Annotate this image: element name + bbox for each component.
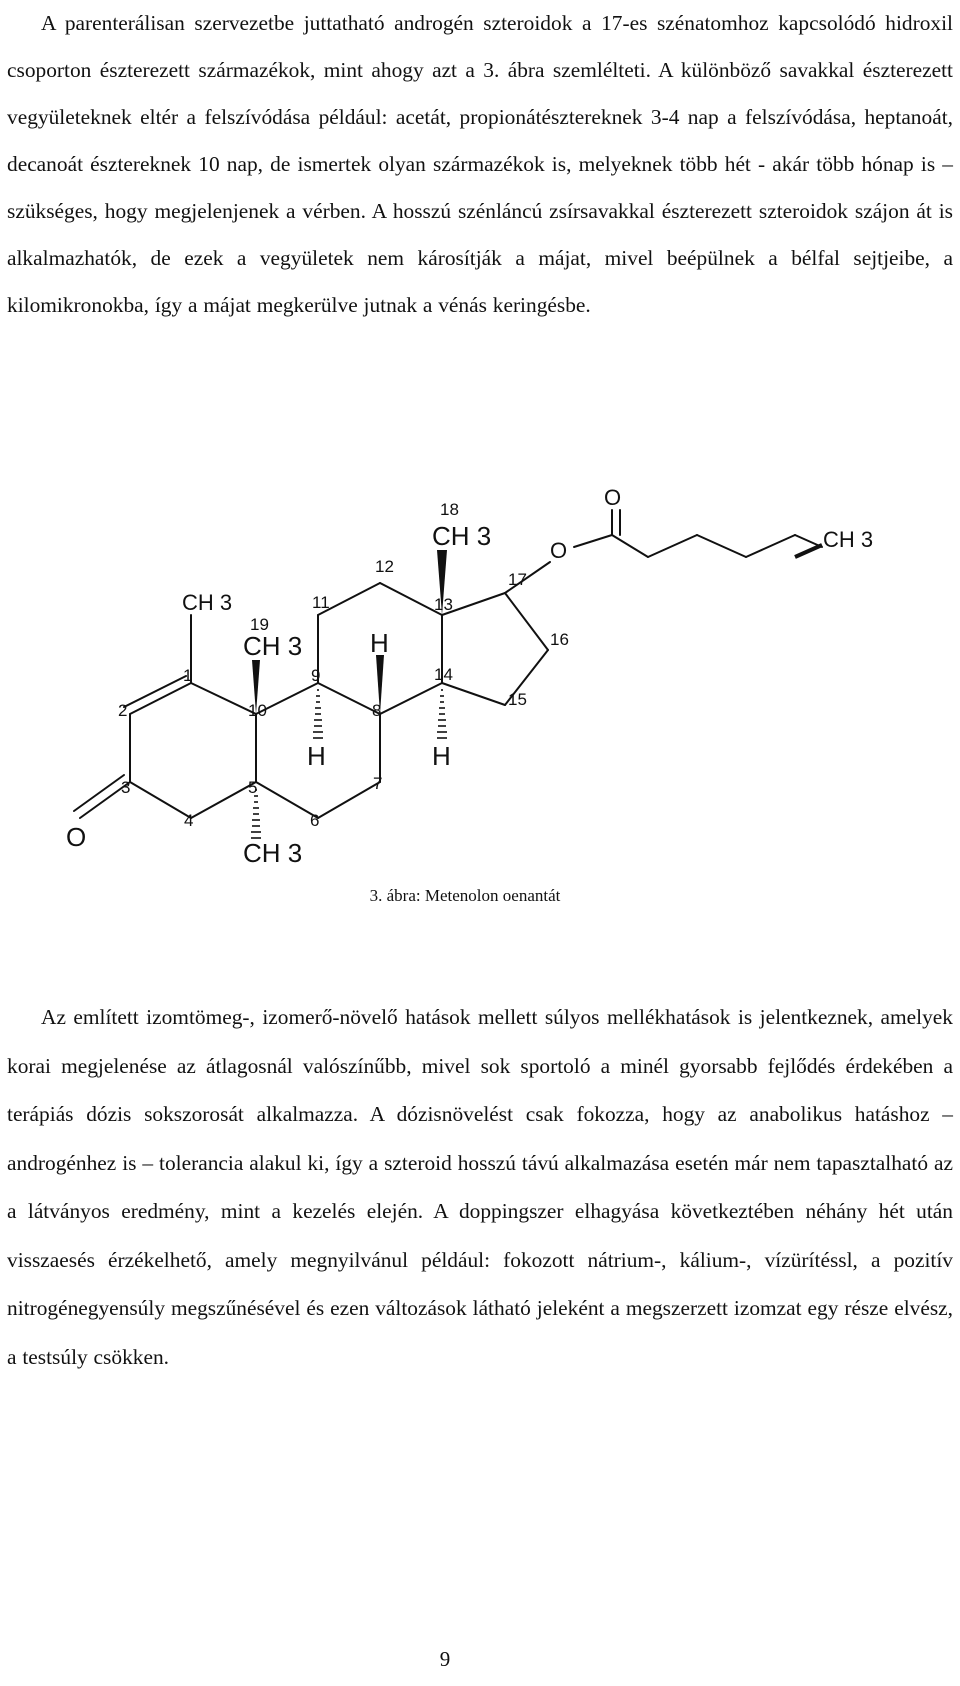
hashed-wedges <box>251 690 447 838</box>
locant-9: 9 <box>311 666 321 685</box>
hydrogen-c8-label: H <box>370 628 389 658</box>
locant-15: 15 <box>508 690 527 709</box>
oxygen-carbonyl-label: O <box>604 485 622 510</box>
locant-11: 11 <box>312 593 330 612</box>
locant-18: 18 <box>440 500 459 519</box>
locant-8: 8 <box>372 701 382 720</box>
hydrogen-c14-label: H <box>432 741 451 771</box>
hydrogen-c9-label: H <box>307 741 326 771</box>
paragraph-2-text: Az említett izomtömeg-, izomerő-növelő hatások mellett súlyos mellékhatások is jelentkeznek, amelyek korai megjelenése az átlagosnál valószínűbb, mivel sok sportoló a minél gyorsabb fejlődés érdekében a terápiás dózis sokszorosát alkalmazza. A dózisnövelést csak fokozza, hogy az anabolikus hatáshoz – androgénhez is – tolerancia alakul ki, így a szteroid hosszú távú alkalmazása esetén már nem tapasztalható az a látványos eredmény, mint a kezelés elején. A doppingszer elhagyása következtében néhány hét után visszaesés érzékelhető, amely megnyilvánul például: fokozott nátrium-, kálium-, vízürítéssl, a pozitív nitrogénegyensúly megszűnésével és ezen változások látható jeleként a megszerzett izomzat egy része elvész, a testsúly csökken. <box>7 1005 953 1369</box>
locant-4: 4 <box>184 811 194 830</box>
locant-7: 7 <box>373 774 383 793</box>
figure-caption: 3. ábra: Metenolon oenantát <box>369 886 561 905</box>
locant-5: 5 <box>248 778 258 797</box>
locant-1: 1 <box>183 666 193 685</box>
oxygen-ester-label: O <box>550 538 568 563</box>
methyl-c18-label: CH 3 <box>432 521 492 551</box>
methyl-c19-label: CH 3 <box>243 631 303 661</box>
locant-2: 2 <box>118 701 128 720</box>
locant-13: 13 <box>434 595 453 614</box>
paragraph-1-text: A parenterálisan szervezetbe juttatható androgén szteroidok a 17-es szénatomhoz kapcsolódó hidroxil csoporton észterezett származékok, mint ahogy azt a 3. ábra szemlélteti. A különböző savakkal észterezett vegyületeknek eltér a felszívódása például: acetát, propionátésztereknek 3-4 nap a felszívódása, heptanoát, decanoát észtereknek 10 nap, de ismertek olyan származékok is, melyeknek több hét - akár több hónap is – szükséges, hogy megjelenjenek a vérben. A hosszú szénláncú zsírsavakkal észterezett szteroidok szájon át is alkalmazhatók, de ezek a vegyületek nem károsítják a májat, mivel beépülnek a bélfal sejtjeibe, a kilomikronokba, így a májat megkerülve jutnak a vénás keringésbe. <box>7 11 953 317</box>
paragraph-1 <box>7 0 953 329</box>
locant-17: 17 <box>508 570 527 589</box>
locant-6: 6 <box>310 811 320 830</box>
paragraph-2 <box>7 993 953 1381</box>
methyl-chain-end-label: CH 3 <box>823 527 874 552</box>
locant-10: 10 <box>248 701 267 720</box>
page-number: 9 <box>439 1647 451 1671</box>
locant-3: 3 <box>121 778 131 797</box>
chemical-structure-figure <box>0 470 960 920</box>
methyl-c1-label: CH 3 <box>182 590 233 615</box>
locant-14: 14 <box>434 665 453 684</box>
oxygen-ketone-label: O <box>66 822 87 852</box>
methyl-c5-label: CH 3 <box>243 838 303 868</box>
locant-19: 19 <box>250 615 269 634</box>
locant-12: 12 <box>375 557 394 576</box>
locant-16: 16 <box>550 630 569 649</box>
